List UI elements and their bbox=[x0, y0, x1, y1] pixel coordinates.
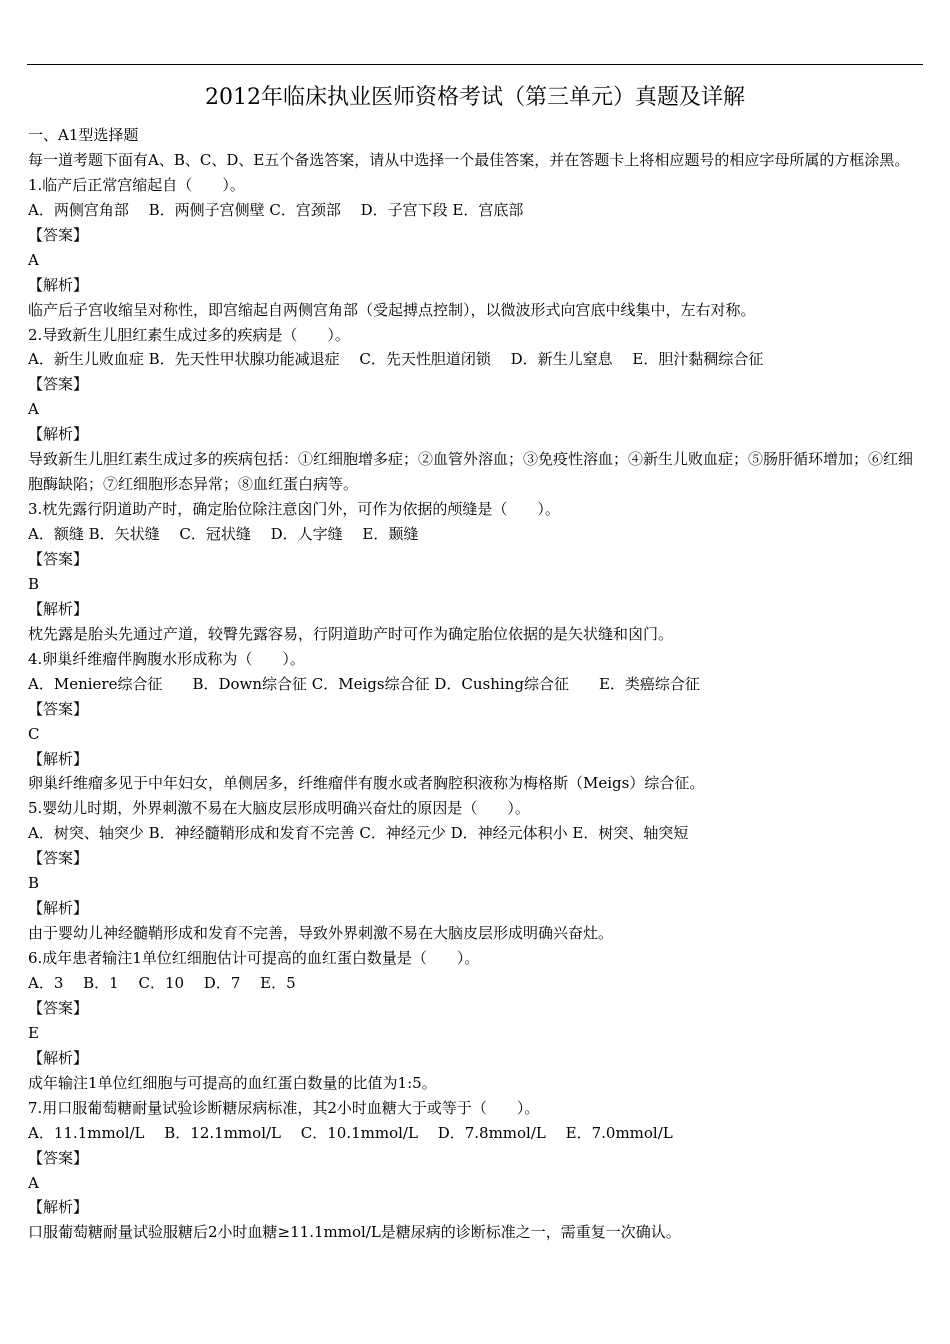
question-stem: 2.导致新生儿胆红素生成过多的疾病是（ ）。 bbox=[28, 325, 350, 344]
answer-value: B bbox=[28, 874, 40, 893]
instructions: 每一道考题下面有A、B、C、D、E五个备选答案，请从中选择一个最佳答案，并在答题卡上将相应题号的相应字母所属的方框涂黑。 bbox=[28, 150, 910, 169]
question-stem: 6.成年患者输注1单位红细胞估计可提高的血红蛋白数量是（ ）。 bbox=[28, 949, 480, 968]
question-stem: 3.枕先露行阴道助产时，确定胎位除注意囟门外，可作为依据的颅缝是（ ）。 bbox=[28, 500, 560, 519]
answer-value: A bbox=[28, 250, 39, 269]
question-stem: 5.婴幼儿时期，外界刺激不易在大脑皮层形成明确兴奋灶的原因是（ ）。 bbox=[28, 799, 530, 818]
question-options: A．Meniere综合征 B．Down综合征 C．Meigs综合征 D．Cushing综合征 E．类癌综合征 bbox=[28, 674, 700, 693]
question-3 bbox=[28, 497, 924, 647]
question-options: A．两侧宫角部 B．两侧子宫侧壁 C．宫颈部 D．子宫下段 E．宫底部 bbox=[28, 200, 524, 219]
analysis-text: 由于婴幼儿神经髓鞘形成和发育不完善，导致外界刺激不易在大脑皮层形成明确兴奋灶。 bbox=[28, 924, 614, 943]
analysis-label: 【解析】 bbox=[28, 275, 89, 294]
question-options: A．额缝 B．矢状缝 C．冠状缝 D．人字缝 E．颞缝 bbox=[28, 525, 419, 544]
analysis-label: 【解析】 bbox=[28, 749, 89, 768]
answer-label: 【答案】 bbox=[28, 1148, 89, 1167]
question-options: A．11.1mmol/L B．12.1mmol/L C．10.1mmol/L D．7.8mmol/L E．7.0mmol/L bbox=[28, 1123, 673, 1142]
answer-label: 【答案】 bbox=[28, 550, 89, 568]
question-6 bbox=[28, 946, 924, 1096]
answer-label: 【答案】 bbox=[28, 225, 89, 244]
question-4 bbox=[28, 647, 924, 797]
answer-value: B bbox=[28, 574, 40, 593]
question-1 bbox=[28, 173, 924, 323]
question-options: A．3 B．1 C．10 D．7 E．5 bbox=[28, 973, 296, 992]
question-stem: 4.卵巢纤维瘤伴胸腹水形成称为（ ）。 bbox=[28, 649, 305, 668]
answer-value: C bbox=[28, 724, 40, 743]
analysis-label: 【解析】 bbox=[28, 899, 89, 918]
analysis-text: 成年输注1单位红细胞与可提高的血红蛋白数量的比值为1:5。 bbox=[28, 1073, 437, 1092]
question-stem: 7.用口服葡萄糖耐量试验诊断糖尿病标准，其2小时血糖大于或等于（ ）。 bbox=[28, 1098, 540, 1117]
analysis-text: 口服葡萄糖耐量试验服糖后2小时血糖≥11.1mmol/L是糖尿病的诊断标准之一，需重复一次确认。 bbox=[28, 1223, 681, 1242]
answer-value: E bbox=[28, 1023, 39, 1042]
answer-value: A bbox=[28, 400, 39, 419]
answer-label: 【答案】 bbox=[28, 998, 89, 1017]
section-heading: 一、A1型选择题 bbox=[28, 126, 139, 144]
analysis-label: 【解析】 bbox=[28, 1198, 89, 1217]
analysis-text: 枕先露是胎头先通过产道，较臀先露容易，行阴道助产时可作为确定胎位依据的是矢状缝和囟门。 bbox=[28, 624, 674, 643]
question-7 bbox=[28, 1096, 924, 1246]
answer-value: A bbox=[28, 1173, 39, 1192]
question-2 bbox=[28, 323, 924, 498]
document-body bbox=[28, 123, 924, 1245]
answer-label: 【答案】 bbox=[28, 375, 89, 394]
analysis-label: 【解析】 bbox=[28, 1048, 89, 1067]
answer-label: 【答案】 bbox=[28, 699, 89, 718]
analysis-label: 【解析】 bbox=[28, 599, 89, 618]
answer-label: 【答案】 bbox=[28, 849, 89, 868]
document-title: 2012年临床执业医师资格考试（第三单元）真题及详解 bbox=[205, 85, 745, 110]
analysis-label: 【解析】 bbox=[28, 425, 89, 444]
question-options: A．新生儿败血症 B．先天性甲状腺功能减退症 C．先天性胆道闭锁 D．新生儿窒息 E．胆汁黏稠综合征 bbox=[28, 350, 764, 369]
analysis-text: 导致新生儿胆红素生成过多的疾病包括：①红细胞增多症；②血管外溶血；③免疫性溶血；④新生儿败血症；⑤肠肝循环增加；⑥红细胞酶缺陷；⑦红细胞形态异常；⑧血红蛋白病等。 bbox=[28, 450, 914, 494]
question-stem: 1.临产后正常宫缩起自（ ）。 bbox=[28, 175, 245, 194]
analysis-text: 临产后子宫收缩呈对称性，即宫缩起自两侧宫角部（受起搏点控制），以微波形式向宫底中线集中，左右对称。 bbox=[28, 300, 756, 319]
analysis-text: 卵巢纤维瘤多见于中年妇女，单侧居多，纤维瘤伴有腹水或者胸腔积液称为梅格斯（Meigs）综合征。 bbox=[28, 774, 705, 793]
header-rule bbox=[27, 64, 923, 65]
question-5 bbox=[28, 796, 924, 946]
question-options: A．树突、轴突少 B．神经髓鞘形成和发育不完善 C．神经元少 D．神经元体积小 E．树突、轴突短 bbox=[28, 824, 689, 843]
